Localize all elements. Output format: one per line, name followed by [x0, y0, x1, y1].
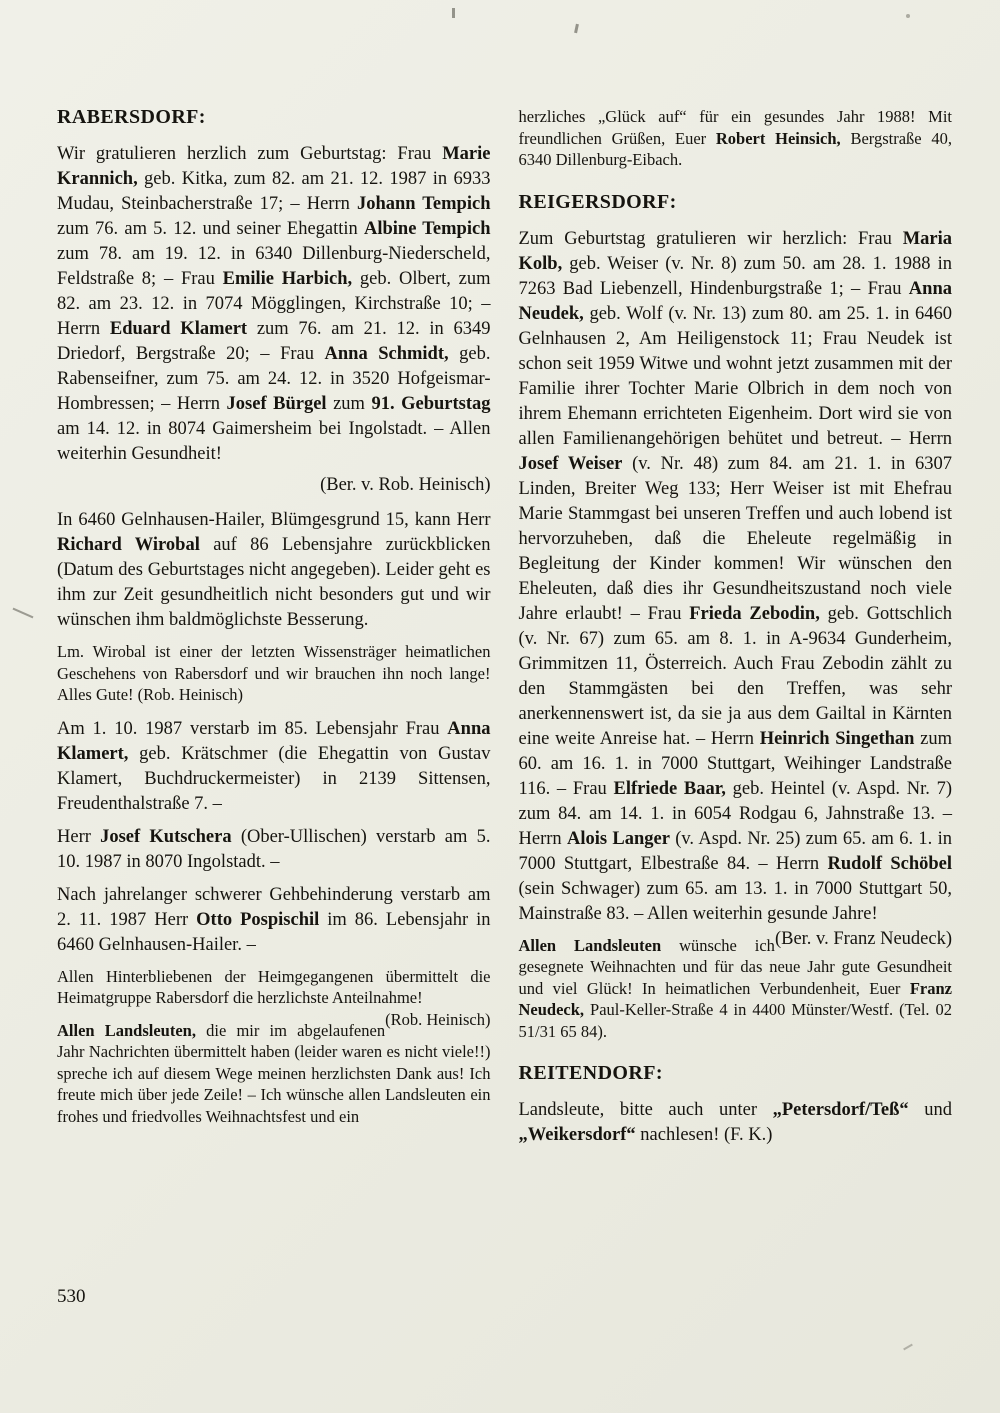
text: zum	[326, 394, 372, 414]
paragraph-anna-klamert-obituary	[57, 717, 491, 817]
text: Herr	[57, 826, 101, 847]
text: Landsleute, bitte auch unter	[518, 1100, 773, 1120]
paragraph-richard-wirobal	[57, 508, 491, 633]
text: Nach jahrelanger schwerer Gehbehinderung verstarb am 2. 11. 1987 Herr	[57, 884, 491, 930]
text: wünsche ich gesegnete Weihnachten und für das neue Jahr gute Gesundheit und viel Glück! In heimatlichen Verbundenheit, Euer	[518, 935, 952, 998]
paragraph-reitendorf-note	[519, 1098, 953, 1148]
scan-artifact	[574, 24, 579, 33]
text: geb. Weiser (v. Nr. 8) zum 50. am 28. 1. 1988 in 7263 Bad Liebenzell, Hindenburgstraße 1; – Frau	[518, 253, 952, 299]
bold-text: Frieda Zebodin,	[689, 603, 820, 624]
text: Lm. Wirobal ist einer der letzten Wissensträger heimatlichen Geschehens von Rabersdorf und wir brauchen ihn noch lange! Alles Gute! (Rob. Heinisch)	[57, 642, 491, 704]
bold-text: Allen Landsleuten	[518, 935, 662, 955]
scan-artifact	[906, 14, 910, 18]
text: geb. Wolf (v. Nr. 13) zum 80. am 25. 1. in 6460 Gelnhausen 2, Am Heiligenstock 11; Frau Neudek ist schon seit 1959 Witwe und wohnt jetzt zusammen mit der Familie ihrer Tochter Marie Olbrich in dem noch von ihrem Ehemann errichteten Eigenheim. Dort wird sie von allen Familienangehörigen behütet und betreut. – Herrn	[518, 303, 952, 449]
scan-artifact	[903, 1344, 913, 1351]
section-heading-reitendorf: REITENDORF:	[518, 1062, 663, 1084]
text: (Ber. v. Franz Neudeck)	[774, 928, 952, 949]
section-heading-rabersdorf: RABERSDORF:	[57, 106, 206, 128]
text: zum 76. am 5. 12. und seiner Ehegattin	[57, 219, 364, 239]
bold-text: Franz Neudeck,	[518, 978, 952, 1019]
text: geb. Rabenseifner, zum 75. am 24. 12. in 3520 Hofgeismar-Hombressen; – Herrn	[57, 344, 491, 414]
column-right	[519, 106, 953, 1156]
paragraph-rabersdorf-birthdays	[57, 142, 491, 467]
bold-text: Robert Heinsich,	[715, 128, 841, 148]
bold-text: Josef Bürgel	[226, 394, 327, 414]
bold-text: Otto Pospischil	[196, 909, 320, 930]
bold-text: Allen Landsleuten,	[57, 1020, 196, 1040]
text: und	[908, 1100, 953, 1120]
bold-text: Eduard Klamert	[109, 319, 248, 339]
text: Zum Geburtstag gratulieren wir herzlich: Frau	[518, 228, 903, 249]
bold-text: Maria Kolb,	[518, 228, 952, 274]
text: zum 76. am 21. 12. in 6349 Driedorf, Bergstraße 20; – Frau	[57, 319, 491, 364]
text: geb. Krätschmer (die Ehegattin von Gustav Klamert, Buchdruckermeister) in 2139 Sittensen, Freudenthalstraße 7. –	[57, 743, 491, 814]
text: im 86. Lebensjahr in 6460 Gelnhausen-Hailer. –	[57, 909, 491, 955]
text: die mir im abgelaufenen Jahr Nachrichten übermittelt haben (leider waren es nicht viele!!) spreche ich auf diesem Wege meinen herzlichsten Dank aus! Ich freute mich über jede Zeile! – Ich wünsche allen Landsleuten ein frohes und friedvolles Weihnachtsfest und ein	[57, 1020, 491, 1126]
bold-text: Albine Tempich	[364, 219, 491, 239]
text: zum 78. am 19. 12. in 6340 Dillenburg-Niederscheld, Feldstraße 8; – Frau	[57, 244, 491, 289]
bold-text: Richard Wirobal	[57, 535, 200, 555]
bold-text: Elfriede Baar,	[613, 778, 726, 799]
note-condolences	[57, 966, 491, 1029]
byline-rob-heinisch: (Ber. v. Rob. Heinisch)	[320, 475, 491, 495]
bold-text: Rudolf Schöbel	[827, 853, 953, 874]
column-left	[57, 106, 491, 1135]
text: geb. Heintel (v. Aspd. Nr. 7) zum 84. am 14. 1. in 6054 Rodgau 6, Jahnstraße 13. – Herrn	[518, 778, 953, 849]
bold-text: 91. Geburtstag	[371, 394, 491, 414]
text: zum 60. am 16. 1. in 7000 Stuttgart, Weihinger Landstraße 116. – Frau	[518, 728, 952, 799]
bold-text: „Weikersdorf“	[518, 1125, 636, 1145]
text: (sein Schwager) zum 65. am 13. 1. in 7000 Stuttgart 50, Mainstraße 83. – Allen weiterhin gesunde Jahre!	[518, 878, 952, 924]
text: (Rob. Heinisch)	[385, 1009, 491, 1029]
text: (v. Nr. 48) zum 84. am 21. 1. in 6307 Linden, Breiter Weg 133; Herr Weiser ist mit Ehefrau Marie Stammgast bei unseren Treffen und auch lobend ist hervorzuheben, daß die Eheleute regelmäßig in Begleitung der Kinder kommen! Wir wünschen den Eheleuten, daß dies ihr Gesundheitszustand noch viele Jahre erlaubt! – Frau	[518, 453, 952, 624]
text: geb. Olbert, zum 82. am 23. 12. in 7074 Mögglingen, Kirchstraße 10; – Herrn	[57, 269, 491, 339]
scan-artifact	[452, 8, 455, 18]
text: geb. Kitka, zum 82. am 21. 12. 1987 in 6933 Mudau, Steinbacherstraße 17; – Herrn	[57, 169, 491, 214]
text: geb. Gottschlich (v. Nr. 67) zum 65. am 8. 1. in A-9634 Gunderheim, Grimmitzen 11, Österreich. Auch Frau Zebodin zählt zu den Stammgästen bei den Treffen, was sehr anerkennenswert ist, da sie ja aus dem Gailtal in Kärnten eine weite Anreise hat. – Herrn	[518, 603, 952, 749]
bold-text: Anna Neudek,	[518, 278, 952, 324]
bold-text: Alois Langer	[566, 828, 670, 849]
bold-text: „Petersdorf/Teß“	[772, 1100, 909, 1120]
bold-text: Emilie Harbich,	[222, 269, 353, 289]
text: herzliches „Glück auf“ für ein gesundes Jahr 1988! Mit freundlichen Grüßen, Euer	[518, 107, 952, 148]
note-wirobal	[57, 641, 491, 706]
page-number: 530	[57, 1286, 86, 1307]
text: Bergstraße 40, 6340 Dillenburg-Eibach.	[518, 128, 952, 169]
paragraph-otto-pospischil-obituary	[57, 883, 491, 958]
bold-text: Josef Kutschera	[100, 826, 232, 847]
text: nachlesen! (F. K.)	[635, 1125, 773, 1145]
bold-text: Anna Schmidt,	[324, 344, 449, 364]
bold-text: Anna Klamert,	[57, 718, 491, 764]
text: Paul-Keller-Straße 4 in 4400 Münster/Westf. (Tel. 02 51/31 65 84).	[518, 1000, 952, 1041]
text: (v. Aspd. Nr. 25) zum 65. am 6. 1. in 7000 Stuttgart, Elbestraße 84. – Herrn	[518, 828, 952, 874]
section-heading-reigersdorf: REIGERSDORF:	[518, 190, 677, 213]
text: Allen Hinterbliebenen der Heimgegangenen übermittelt die Heimatgruppe Rabersdorf die herzlichste Anteilnahme!	[57, 966, 491, 1007]
text: am 14. 12. in 8074 Gaimersheim bei Ingolstadt. – Allen weiterhin Gesundheit!	[57, 419, 491, 464]
text: (Ober-Ullischen) verstarb am 5. 10. 1987 in 8070 Ingolstadt. –	[57, 826, 491, 872]
scan-artifact	[13, 608, 34, 619]
text: Wir gratulieren herzlich zum Geburtstag: Frau	[57, 144, 443, 164]
paragraph-josef-kutschera-obituary	[57, 825, 491, 875]
text: Am 1. 10. 1987 verstarb im 85. Lebensjahr Frau	[57, 718, 448, 739]
two-column-layout	[57, 106, 952, 1156]
paragraph-thanks-continuation	[519, 106, 953, 171]
bold-text: Marie Krannich,	[57, 144, 491, 189]
text: auf 86 Lebensjahre zurückblicken (Datum des Geburtstages nicht angegeben). Leider geht es ihm zur Zeit gesundheitlich nicht besonders gut und wir wünschen ihm baldmöglichste Besserung.	[57, 535, 491, 630]
bold-text: Johann Tempich	[356, 194, 491, 214]
bold-text: Josef Weiser	[518, 453, 623, 474]
bold-text: Heinrich Singethan	[759, 728, 915, 749]
paragraph-thanks-landsleute	[57, 1020, 491, 1128]
text: In 6460 Gelnhausen-Hailer, Blümgesgrund 15, kann Herr	[57, 510, 491, 530]
